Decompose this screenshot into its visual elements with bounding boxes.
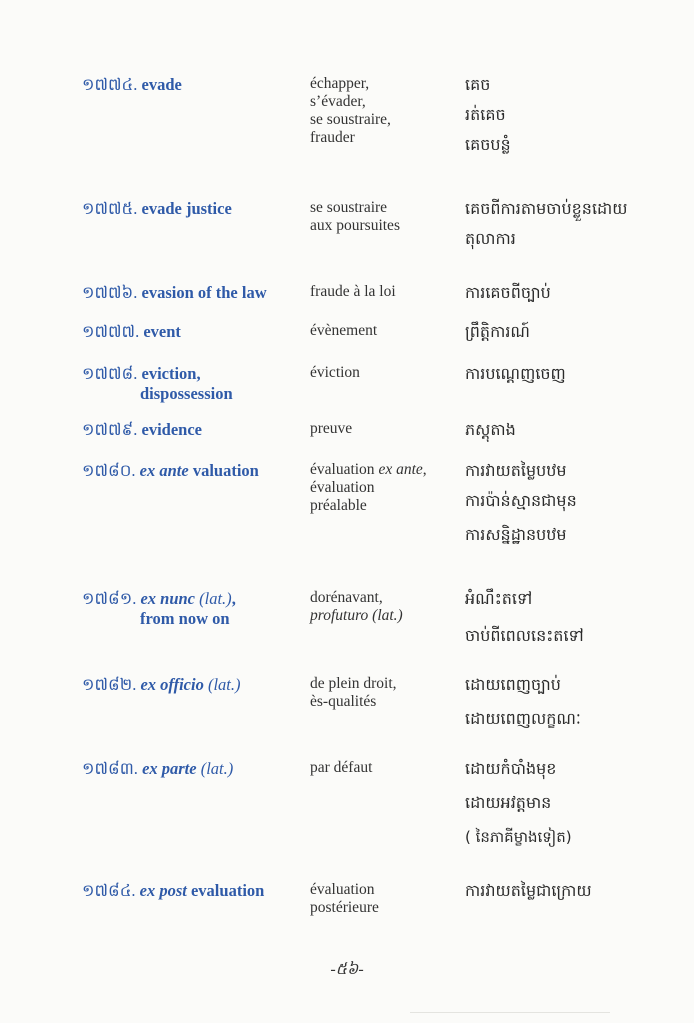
term-km: [465, 460, 690, 554]
km-line: គេចពីការតាមចាប់ខ្លួនដោយ: [465, 199, 628, 218]
km-line: ( នៃភាគីម្ខាងទៀត): [465, 828, 572, 846]
km-line: ការសន្និដ្ឋានបឋម: [465, 525, 567, 544]
term-lat: (lat.): [196, 759, 234, 778]
term-fr: [310, 420, 460, 438]
term-lat: (lat.): [195, 589, 232, 608]
term-text: evade: [141, 75, 182, 94]
fr-comma: ,: [422, 461, 427, 478]
fr-line: préalable: [310, 497, 367, 514]
term-text: evidence: [141, 420, 202, 439]
term-fr: [310, 364, 460, 382]
scan-edge-line: [410, 1012, 610, 1013]
fr-line: par défaut: [310, 759, 373, 776]
term-italic: ex post: [139, 881, 187, 900]
term-en: [82, 589, 307, 629]
entry-number: ១៧៨៤.: [82, 881, 136, 900]
term-text: evasion of the law: [141, 283, 267, 302]
term-en: [82, 675, 307, 695]
term-rest: valuation: [188, 461, 259, 480]
term-fr: [310, 881, 460, 917]
page-number: -៥៦-: [330, 961, 364, 978]
term-fr: [310, 322, 460, 340]
km-line: ភស្តុតាង: [465, 420, 516, 439]
km-line: ចាប់ពីពេលនេះតទៅ: [465, 626, 584, 645]
fr-line: dorénavant,: [310, 589, 383, 606]
term-italic: ex nunc: [140, 589, 196, 608]
term-fr: [310, 589, 460, 625]
term-km: [465, 282, 690, 312]
fr-line: s’évader,: [310, 93, 366, 110]
km-line: ការបណ្តេញចេញ: [465, 364, 566, 383]
term-km: [465, 74, 690, 164]
fr-italic: ex ante: [378, 461, 423, 478]
fr-line: ès-qualités: [310, 693, 377, 710]
term-en: [82, 283, 307, 303]
term-en: [82, 322, 307, 342]
term-km: [465, 321, 690, 351]
term-text-line2: from now on: [140, 609, 230, 628]
term-km: [465, 880, 690, 910]
fr-line: évaluation: [310, 479, 375, 496]
term-fr: [310, 199, 460, 235]
fr-text: évaluation: [310, 461, 379, 478]
km-line: ព្រឹត្តិការណ៍: [465, 322, 530, 341]
term-km: [465, 363, 690, 393]
km-line: ការគេចពីច្បាប់: [465, 283, 551, 302]
term-en: [82, 881, 307, 901]
term-km: [465, 758, 690, 856]
term-en: [82, 420, 307, 440]
entry-number: ១៧៨២.: [82, 675, 137, 694]
km-line: ដោយពេញលក្ខណៈ: [465, 709, 581, 728]
term-km: [465, 674, 690, 738]
fr-line: fraude à la loi: [310, 283, 396, 300]
term-rest: evaluation: [186, 881, 265, 900]
fr-line: éviction: [310, 364, 360, 381]
entry-number: ១៧៧៩.: [82, 420, 138, 439]
term-fr: [310, 283, 460, 301]
km-line: គេចបន្លំ: [465, 135, 511, 154]
entry-number: ១៧៧៨.: [82, 364, 138, 383]
term-en: [82, 199, 307, 219]
entry-number: ១៧៨១.: [82, 589, 137, 608]
term-text: event: [143, 322, 181, 341]
term-italic: ex officio: [140, 675, 204, 694]
entry-number: ១៧៧៦.: [82, 283, 138, 302]
term-en: [82, 759, 307, 779]
km-line: ការប៉ាន់ស្មានជាមុន: [465, 491, 577, 510]
term-comma: ,: [231, 589, 236, 608]
km-line: ការវាយតម្លៃជាក្រោយ: [465, 881, 592, 900]
km-line: គេច: [465, 75, 491, 94]
fr-line: évènement: [310, 322, 378, 339]
term-lat: (lat.): [203, 675, 241, 694]
entry-number: ១៧៨០.: [82, 461, 136, 480]
km-line: ការវាយតម្លៃបឋម: [465, 461, 567, 480]
term-text: eviction,: [141, 364, 201, 383]
entry-number: ១៧៧៤.: [82, 75, 138, 94]
fr-line-italic: profuturo (lat.): [310, 607, 403, 624]
fr-line: évaluation: [310, 881, 375, 898]
entry-number: ១៧៧៥.: [82, 199, 138, 218]
fr-line: postérieure: [310, 899, 379, 916]
term-km: [465, 198, 690, 258]
fr-line: de plein droit,: [310, 675, 397, 692]
fr-line: se soustraire: [310, 199, 388, 216]
term-en: [82, 461, 307, 481]
km-line: តុលាការ: [465, 229, 516, 248]
fr-line: frauder: [310, 129, 355, 146]
term-fr: [310, 675, 460, 711]
term-km: [465, 588, 690, 655]
term-italic: ex ante: [139, 461, 189, 480]
term-fr: [310, 75, 460, 147]
km-line: ដោយពេញច្បាប់: [465, 675, 561, 694]
term-fr: [310, 759, 460, 777]
km-line: ដោយកំបាំងមុខ: [465, 759, 557, 778]
term-text: evade justice: [141, 199, 232, 218]
fr-line: échapper,: [310, 75, 370, 92]
term-italic: ex parte: [142, 759, 197, 778]
entry-number: ១៧៧៧.: [82, 322, 140, 341]
km-line: អំណឹះតទៅ: [465, 589, 533, 608]
term-en: [82, 364, 307, 404]
term-text-line2: dispossession: [140, 384, 233, 403]
fr-line: se soustraire,: [310, 111, 391, 128]
term-fr: [310, 461, 460, 515]
km-line: ដោយអវត្តមាន: [465, 793, 552, 812]
term-km: [465, 419, 690, 449]
term-en: [82, 75, 307, 95]
fr-line: [310, 461, 460, 479]
fr-line: aux poursuites: [310, 217, 400, 234]
km-line: រត់គេច: [465, 105, 506, 124]
entry-number: ១៧៨៣.: [82, 759, 138, 778]
fr-line: preuve: [310, 420, 353, 437]
